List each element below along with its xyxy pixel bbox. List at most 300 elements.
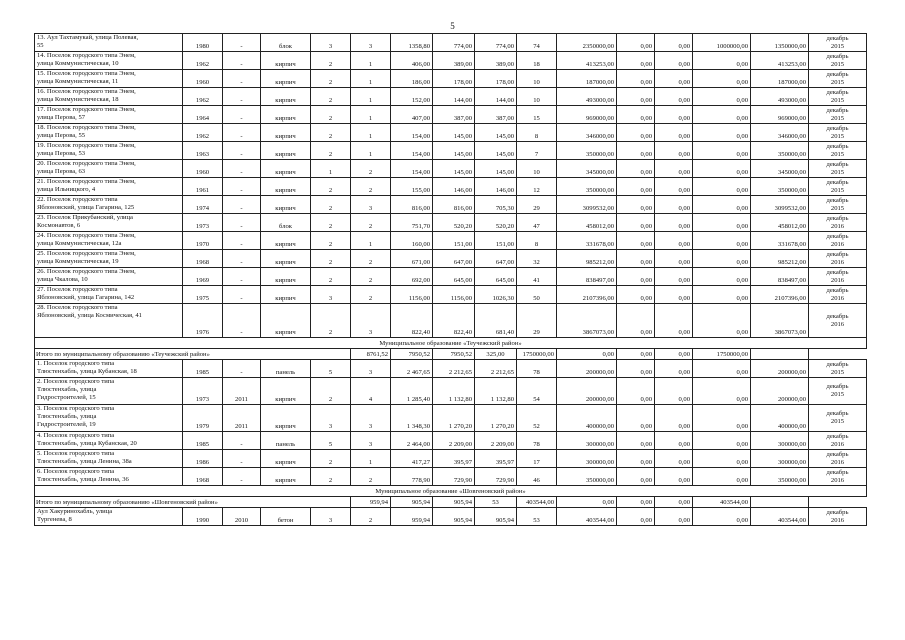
- floors-cell: 5: [311, 360, 351, 378]
- wall-material-cell: кирпич: [261, 70, 311, 88]
- deadline-cell: [809, 268, 867, 286]
- address-cell: [35, 196, 183, 214]
- table-row: [35, 142, 867, 160]
- owners-cost-cell: 1350000,00: [751, 34, 809, 52]
- reconstruction-year-cell: -: [223, 124, 261, 142]
- residents-cell: 10: [517, 88, 557, 106]
- budget-cost-cell: 0,00: [655, 142, 693, 160]
- local-budget-cell: 0,00: [693, 124, 751, 142]
- budget-cost-cell: 0,00: [655, 214, 693, 232]
- local-budget-cell: 0,00: [693, 250, 751, 268]
- build-year-cell: 1990: [183, 508, 223, 526]
- total-cost-cell: 300000,00: [557, 450, 617, 468]
- address-cell-line: 5. Поселок городского типа: [37, 450, 115, 457]
- budget-cost-cell: 0,00: [655, 508, 693, 526]
- total-area-cell: 1156,00: [391, 286, 433, 304]
- reconstruction-year-cell: -: [223, 34, 261, 52]
- table-row: [35, 360, 867, 378]
- residents-cell: 78: [517, 360, 557, 378]
- total-area-cell: 1358,80: [391, 34, 433, 52]
- deadline-cell-line: декабрь: [826, 106, 849, 114]
- table-row: [35, 468, 867, 486]
- fund-cost-cell: 0,00: [617, 160, 655, 178]
- total-cost-cell: 403544,00: [557, 508, 617, 526]
- entrances-cell: 1: [351, 142, 391, 160]
- residents-cell: 10: [517, 70, 557, 88]
- total-label: Итого по муниципальному образованию «Шовгеновский район»: [35, 497, 351, 508]
- residents-cell: 29: [517, 304, 557, 338]
- total-area-cell: 959,94: [391, 508, 433, 526]
- address-cell-line: 25. Поселок городского типа Энем,: [37, 250, 136, 257]
- reconstruction-year-cell: -: [223, 70, 261, 88]
- deadline-cell-line: 2016: [830, 294, 845, 302]
- build-year-cell: 1985: [183, 432, 223, 450]
- deadline-cell-line: 2015: [830, 368, 845, 376]
- floors-cell: 2: [311, 70, 351, 88]
- build-year-cell: 1973: [183, 214, 223, 232]
- deadline-cell: [809, 508, 867, 526]
- owned-area-cell: 2 209,00: [475, 432, 517, 450]
- build-year-cell: 1968: [183, 250, 223, 268]
- total-cost-cell: 3099532,00: [557, 196, 617, 214]
- budget-cost-cell: 0,00: [655, 432, 693, 450]
- address-cell: [35, 34, 183, 52]
- address-cell-line: 55: [37, 42, 44, 49]
- entrances-cell: 3: [351, 196, 391, 214]
- floors-cell: 2: [311, 214, 351, 232]
- fund-cost-cell: 0,00: [617, 286, 655, 304]
- fund-cost-cell: 0,00: [617, 268, 655, 286]
- floors-cell: 2: [311, 178, 351, 196]
- local-budget-cell: 0,00: [693, 142, 751, 160]
- local-budget-cell: 0,00: [693, 52, 751, 70]
- budget-cost-cell: 0,00: [655, 70, 693, 88]
- address-cell-line: улица Перова, 53: [37, 150, 86, 157]
- table-row: [35, 286, 867, 304]
- fund-cost-cell: 0,00: [617, 432, 655, 450]
- deadline-cell-line: декабрь: [826, 508, 849, 516]
- address-cell: [35, 124, 183, 142]
- address-cell: [35, 405, 183, 432]
- floors-cell: 2: [311, 52, 351, 70]
- entrances-cell: 1: [351, 52, 391, 70]
- deadline-cell: [809, 142, 867, 160]
- address-cell-line: Тургенева, 8: [37, 516, 72, 523]
- deadline-cell-line: декабрь: [826, 124, 849, 132]
- table-row: [35, 106, 867, 124]
- address-cell: [35, 468, 183, 486]
- owners-cost-cell: 3099532,00: [751, 196, 809, 214]
- deadline-cell-line: 2016: [830, 240, 845, 248]
- build-year-cell: 1976: [183, 304, 223, 338]
- total-area-cell: 905,94: [391, 497, 433, 508]
- budget-cost-cell: 0,00: [655, 468, 693, 486]
- address-cell-line: улица Ильницкого, 4: [37, 186, 96, 193]
- table-row: [35, 196, 867, 214]
- living-area-cell: 822,40: [433, 304, 475, 338]
- reconstruction-year-cell: -: [223, 88, 261, 106]
- reconstruction-year-cell: -: [223, 268, 261, 286]
- total-area-cell: 822,40: [391, 304, 433, 338]
- residents-cell: 41: [517, 268, 557, 286]
- deadline-cell-line: 2015: [830, 204, 845, 212]
- entrances-cell: 2: [351, 508, 391, 526]
- owned-area-cell: 1 270,20: [475, 405, 517, 432]
- total-cost-cell: 2107396,00: [557, 286, 617, 304]
- budget-cost-cell: 0,00: [655, 286, 693, 304]
- deadline-cell: [809, 88, 867, 106]
- total-area-cell: 671,00: [391, 250, 433, 268]
- deadline-cell-line: декабрь: [826, 178, 849, 186]
- address-cell-line: 2. Поселок городского типа: [37, 378, 115, 385]
- wall-material-cell: кирпич: [261, 160, 311, 178]
- total-cost-cell: 300000,00: [557, 432, 617, 450]
- deadline-cell-line: 2015: [830, 78, 845, 86]
- address-cell-line: 13. Аул Тахтамукай, улица Полевая,: [37, 34, 139, 41]
- wall-material-cell: панель: [261, 360, 311, 378]
- deadline-cell-line: декабрь: [826, 312, 849, 320]
- floors-cell: 3: [311, 508, 351, 526]
- table-row: [35, 88, 867, 106]
- address-cell: [35, 432, 183, 450]
- fund-cost-cell: 0,00: [617, 508, 655, 526]
- table-row: [35, 432, 867, 450]
- local-budget-cell: 0,00: [693, 106, 751, 124]
- local-budget-cell: 0,00: [693, 304, 751, 338]
- page-number: 5: [450, 21, 455, 31]
- total-area-cell: 154,00: [391, 160, 433, 178]
- owned-area-cell: 520,20: [475, 214, 517, 232]
- section-row: [35, 338, 867, 349]
- budget-cost-cell: 0,00: [655, 405, 693, 432]
- total-label: Итого по муниципальному образованию «Теучежский район»: [35, 349, 351, 360]
- fund-cost-cell: 0,00: [617, 214, 655, 232]
- address-cell-line: 21. Поселок городского типа Энем,: [37, 178, 136, 185]
- wall-material-cell: кирпич: [261, 124, 311, 142]
- table-row: [35, 34, 867, 52]
- entrances-cell: 2: [351, 250, 391, 268]
- entrances-cell: 3: [351, 304, 391, 338]
- residents-cell: 50: [517, 286, 557, 304]
- deadline-cell: [809, 52, 867, 70]
- total-area-cell: 407,00: [391, 106, 433, 124]
- table-row: [35, 178, 867, 196]
- deadline-cell-line: 2016: [830, 222, 845, 230]
- owned-area-cell: 146,00: [475, 178, 517, 196]
- total-cost-cell: 1750000,00: [517, 349, 557, 360]
- total-area-cell: 2 467,65: [391, 360, 433, 378]
- residents-cell: 53: [517, 508, 557, 526]
- total-area-cell: 2 464,00: [391, 432, 433, 450]
- floors-cell: 2: [311, 124, 351, 142]
- deadline-cell: [809, 468, 867, 486]
- address-cell-line: 19. Поселок городского типа Энем,: [37, 142, 136, 149]
- deadline-cell-line: декабрь: [826, 268, 849, 276]
- address-cell-line: 17. Поселок городского типа Энем,: [37, 106, 136, 113]
- floors-cell: 2: [311, 106, 351, 124]
- address-cell-line: Яблоновский, улица Гагарина, 125: [37, 204, 135, 211]
- address-cell-line: улица Коммунистическая, 19: [37, 258, 119, 265]
- address-cell: [35, 70, 183, 88]
- fund-cost-cell: 0,00: [617, 88, 655, 106]
- build-year-cell: 1962: [183, 88, 223, 106]
- build-year-cell: 1986: [183, 450, 223, 468]
- wall-material-cell: кирпич: [261, 468, 311, 486]
- entrances-cell: 1: [351, 232, 391, 250]
- living-area-cell: 395,97: [433, 450, 475, 468]
- living-area-cell: 387,00: [433, 106, 475, 124]
- wall-material-cell: кирпич: [261, 250, 311, 268]
- fund-cost-cell: 0,00: [617, 70, 655, 88]
- total-area-cell: 7950,52: [433, 349, 475, 360]
- living-area-cell: 905,94: [433, 508, 475, 526]
- address-cell: [35, 304, 183, 338]
- address-cell-line: улица Перова, 55: [37, 132, 86, 139]
- total-cost-cell: 838497,00: [557, 268, 617, 286]
- floors-cell: 2: [311, 142, 351, 160]
- total-area-cell: 1 285,40: [391, 378, 433, 405]
- table-row: [35, 124, 867, 142]
- table-row: [35, 232, 867, 250]
- total-area-cell: 959,94: [351, 497, 391, 508]
- living-area-cell: 146,00: [433, 178, 475, 196]
- address-cell-line: Аул Хакуринохабль, улица: [37, 508, 113, 515]
- floors-cell: 2: [311, 468, 351, 486]
- floors-cell: 2: [311, 268, 351, 286]
- owned-area-cell: 144,00: [475, 88, 517, 106]
- local-budget-cell: 0,00: [693, 432, 751, 450]
- total-cost-cell: 969000,00: [557, 106, 617, 124]
- build-year-cell: 1974: [183, 196, 223, 214]
- deadline-cell-line: декабрь: [826, 196, 849, 204]
- local-budget-cell: 1000000,00: [693, 34, 751, 52]
- deadline-cell-line: декабрь: [826, 383, 849, 390]
- residents-cell: 18: [517, 52, 557, 70]
- owned-area-cell: 145,00: [475, 142, 517, 160]
- deadline-cell-line: декабрь: [826, 410, 849, 417]
- owners-cost-cell: 350000,00: [751, 468, 809, 486]
- address-cell-line: 22. Поселок городского типа: [37, 196, 118, 203]
- residents-cell: 8: [517, 232, 557, 250]
- fund-cost-cell: 0,00: [617, 450, 655, 468]
- reconstruction-year-cell: -: [223, 286, 261, 304]
- living-area-cell: 1 270,20: [433, 405, 475, 432]
- deadline-cell-line: декабрь: [826, 70, 849, 78]
- address-cell-line: 3. Поселок городского типа: [37, 405, 115, 412]
- address-cell-line: Тлюстенхабль, улица Кубанская, 20: [37, 440, 137, 447]
- total-area-cell: 155,00: [391, 178, 433, 196]
- entrances-cell: 1: [351, 124, 391, 142]
- total-cost-cell: 413253,00: [557, 52, 617, 70]
- address-cell-line: 6. Поселок городского типа: [37, 468, 115, 475]
- build-year-cell: 1975: [183, 286, 223, 304]
- living-area-cell: 145,00: [433, 160, 475, 178]
- total-cost-cell: 0,00: [557, 497, 617, 508]
- build-year-cell: 1968: [183, 468, 223, 486]
- deadline-cell-line: декабрь: [826, 232, 849, 240]
- deadline-cell: [809, 432, 867, 450]
- build-year-cell: 1985: [183, 360, 223, 378]
- address-cell: [35, 508, 183, 526]
- total-residents-cell: 325,00: [475, 349, 517, 360]
- owned-area-cell: 145,00: [475, 160, 517, 178]
- deadline-cell-line: 2015: [830, 96, 845, 104]
- deadline-cell: [809, 304, 867, 338]
- deadline-cell: [809, 360, 867, 378]
- entrances-cell: 3: [351, 432, 391, 450]
- budget-cost-cell: 0,00: [655, 232, 693, 250]
- entrances-cell: 2: [351, 214, 391, 232]
- residents-cell: 74: [517, 34, 557, 52]
- address-cell-line: 27. Поселок городского типа: [37, 286, 118, 293]
- address-cell-line: улица Перова, 63: [37, 168, 86, 175]
- section-title: Муниципальное образование «Шовгеновский район»: [35, 486, 867, 497]
- build-year-cell: 1963: [183, 142, 223, 160]
- owned-area-cell: 389,00: [475, 52, 517, 70]
- fund-cost-cell: 0,00: [617, 34, 655, 52]
- living-area-cell: 1156,00: [433, 286, 475, 304]
- section-row: [35, 486, 867, 497]
- empty-cell: [751, 497, 809, 508]
- budget-cost-cell: 0,00: [655, 196, 693, 214]
- entrances-cell: 2: [351, 160, 391, 178]
- owners-cost-cell: 413253,00: [751, 52, 809, 70]
- table-row: [35, 70, 867, 88]
- owned-area-cell: 774,00: [475, 34, 517, 52]
- local-budget-cell: 0,00: [693, 268, 751, 286]
- total-area-cell: 816,00: [391, 196, 433, 214]
- section-title: Муниципальное образование «Теучежский район»: [35, 338, 867, 349]
- total-area-cell: 1 348,30: [391, 405, 433, 432]
- address-cell-line: Гидростроителей, 15: [37, 394, 96, 401]
- entrances-cell: 2: [351, 268, 391, 286]
- deadline-cell-line: 2016: [830, 476, 845, 484]
- floors-cell: 2: [311, 450, 351, 468]
- deadline-cell: [809, 405, 867, 432]
- living-area-cell: 2 209,00: [433, 432, 475, 450]
- address-cell: [35, 52, 183, 70]
- floors-cell: 3: [311, 34, 351, 52]
- address-cell-line: 26. Поселок городского типа Энем,: [37, 268, 136, 275]
- address-cell: [35, 178, 183, 196]
- total-cost-cell: 200000,00: [557, 378, 617, 405]
- local-budget-cell: 0,00: [693, 88, 751, 106]
- total-residents-cell: 53: [475, 497, 517, 508]
- residents-cell: 7: [517, 142, 557, 160]
- wall-material-cell: кирпич: [261, 450, 311, 468]
- table-body: [35, 34, 867, 526]
- owned-area-cell: 705,30: [475, 196, 517, 214]
- deadline-cell: [809, 214, 867, 232]
- address-cell-line: 20. Поселок городского типа Энем,: [37, 160, 136, 167]
- deadline-cell: [809, 106, 867, 124]
- empty-cell: [751, 349, 809, 360]
- reconstruction-year-cell: -: [223, 178, 261, 196]
- local-budget-cell: 0,00: [693, 286, 751, 304]
- owned-area-cell: 729,90: [475, 468, 517, 486]
- address-cell-line: улица Коммунистическая, 11: [37, 78, 119, 85]
- total-area-cell: 8761,52: [351, 349, 391, 360]
- total-cost-cell: 350000,00: [557, 468, 617, 486]
- living-area-cell: 816,00: [433, 196, 475, 214]
- wall-material-cell: кирпич: [261, 106, 311, 124]
- total-row: [35, 497, 867, 508]
- total-area-cell: 154,00: [391, 124, 433, 142]
- deadline-cell: [809, 124, 867, 142]
- residents-cell: 17: [517, 450, 557, 468]
- wall-material-cell: кирпич: [261, 268, 311, 286]
- owners-cost-cell: 403544,00: [751, 508, 809, 526]
- local-budget-cell: 0,00: [693, 160, 751, 178]
- table-row: [35, 160, 867, 178]
- total-cost-cell: 493000,00: [557, 88, 617, 106]
- wall-material-cell: блок: [261, 34, 311, 52]
- deadline-cell-line: 2015: [830, 150, 845, 158]
- residents-cell: 10: [517, 160, 557, 178]
- deadline-cell: [809, 250, 867, 268]
- build-year-cell: 1980: [183, 34, 223, 52]
- address-cell-line: Тлюстенхабль, улица Ленина, 36: [37, 476, 129, 483]
- address-cell-line: улица Коммунистическая, 12а: [37, 240, 122, 247]
- deadline-cell-line: 2016: [830, 458, 845, 466]
- owners-cost-cell: 2107396,00: [751, 286, 809, 304]
- budget-cost-cell: 0,00: [655, 34, 693, 52]
- deadline-cell-line: декабрь: [826, 286, 849, 294]
- address-cell-line: 24. Поселок городского типа Энем,: [37, 232, 136, 239]
- total-cost-cell: 0,00: [655, 349, 693, 360]
- deadline-cell-line: декабрь: [826, 250, 849, 258]
- deadline-cell-line: декабрь: [826, 52, 849, 60]
- deadline-cell-line: 2015: [830, 186, 845, 194]
- living-area-cell: 647,00: [433, 250, 475, 268]
- build-year-cell: 1970: [183, 232, 223, 250]
- reconstruction-year-cell: -: [223, 468, 261, 486]
- build-year-cell: 1964: [183, 106, 223, 124]
- floors-cell: 1: [311, 160, 351, 178]
- address-cell: [35, 160, 183, 178]
- total-cost-cell: 345000,00: [557, 160, 617, 178]
- address-cell: [35, 232, 183, 250]
- deadline-cell-line: 2015: [830, 60, 845, 68]
- total-area-cell: 406,00: [391, 52, 433, 70]
- fund-cost-cell: 0,00: [617, 360, 655, 378]
- table-row: [35, 378, 867, 405]
- living-area-cell: 145,00: [433, 124, 475, 142]
- address-cell-line: Тлюстенхабль, улица: [37, 386, 97, 393]
- total-cost-cell: 187000,00: [557, 70, 617, 88]
- entrances-cell: 1: [351, 70, 391, 88]
- address-cell: [35, 360, 183, 378]
- address-cell-line: Тлюстенхабль, улица Кубанская, 18: [37, 368, 137, 375]
- total-area-cell: 905,94: [433, 497, 475, 508]
- address-cell-line: улица Коммунистическая, 10: [37, 60, 119, 67]
- total-cost-cell: 0,00: [617, 349, 655, 360]
- deadline-cell-line: декабрь: [826, 142, 849, 150]
- deadline-cell-line: 2015: [830, 42, 845, 50]
- address-cell: [35, 214, 183, 232]
- budget-cost-cell: 0,00: [655, 88, 693, 106]
- address-cell-line: улица Чкалова, 10: [37, 276, 88, 283]
- reconstruction-year-cell: -: [223, 52, 261, 70]
- address-cell: [35, 88, 183, 106]
- address-cell-line: Тлюстенхабль, улица Ленина, 38а: [37, 458, 132, 465]
- fund-cost-cell: 0,00: [617, 250, 655, 268]
- address-cell: [35, 286, 183, 304]
- local-budget-cell: 0,00: [693, 450, 751, 468]
- total-area-cell: 186,00: [391, 70, 433, 88]
- wall-material-cell: кирпич: [261, 142, 311, 160]
- entrances-cell: 2: [351, 286, 391, 304]
